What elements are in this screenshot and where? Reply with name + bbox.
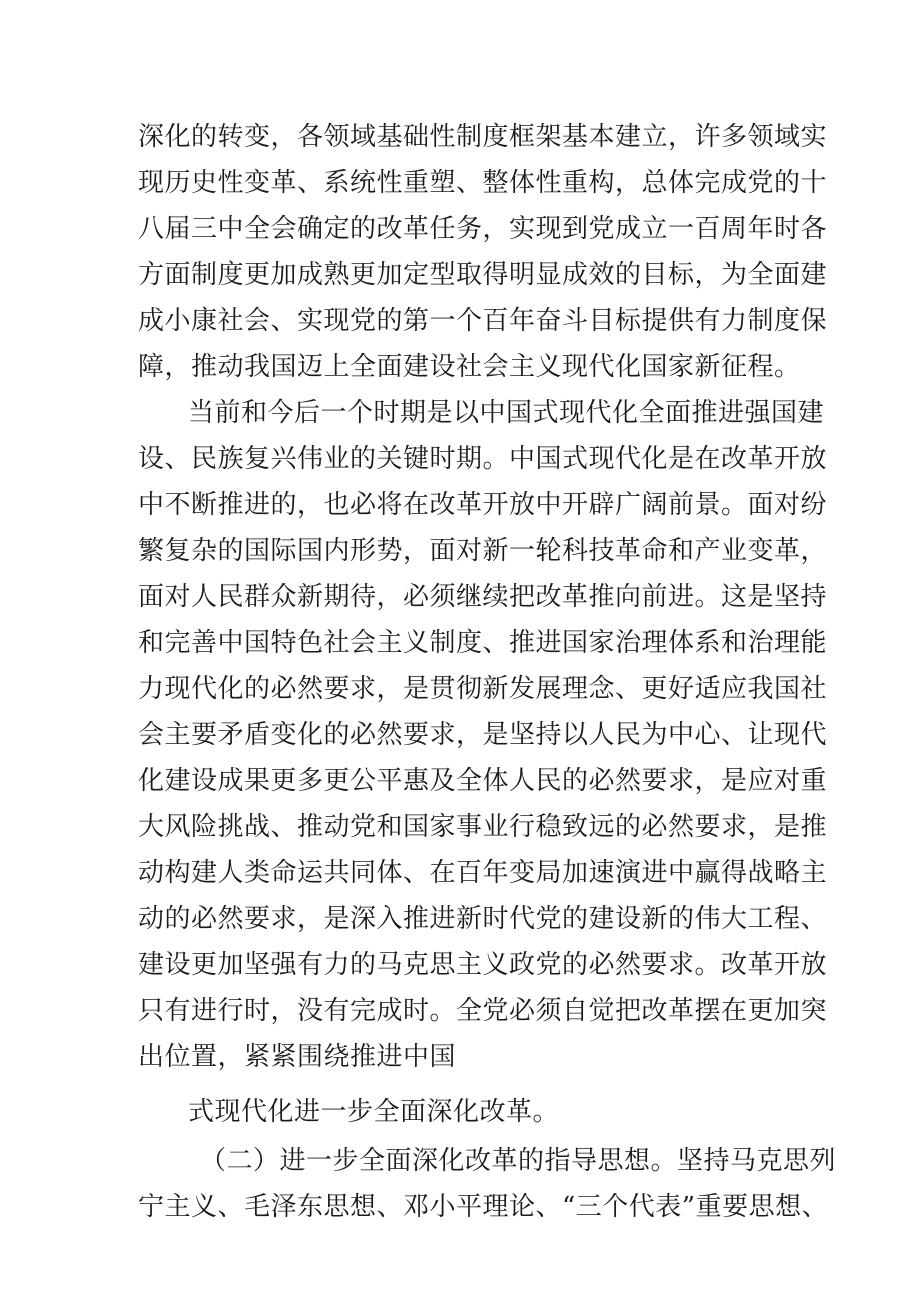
- text-line: 大风险挑战、推动党和国家事业行稳致远的必然要求，是推: [138, 812, 828, 842]
- text-line: 和完善中国特色社会主义制度、推进国家治理体系和治理能: [138, 628, 828, 658]
- text-line: 面对人民群众新期待，必须继续把改革推向前进。这是坚持: [138, 582, 828, 612]
- text-line: 八届三中全会确定的改革任务，实现到党成立一百周年时各: [138, 214, 828, 244]
- text-line: （二）进一步全面深化改革的指导思想。坚持马克思列: [200, 1146, 837, 1176]
- text-line: 中不断推进的，也必将在改革开放中开辟广阔前景。面对纷: [138, 490, 828, 520]
- text-line: 力现代化的必然要求，是贯彻新发展理念、更好适应我国社: [138, 674, 828, 704]
- text-line: 设、民族复兴伟业的关键时期。中国式现代化是在改革开放: [138, 444, 828, 474]
- text-line: 现历史性变革、系统性重塑、整体性重构，总体完成党的十: [138, 168, 828, 198]
- text-line: 宁主义、毛泽东思想、邓小平理论、“三个代表”重要思想、: [138, 1192, 829, 1222]
- text-line: 只有进行时，没有完成时。全党必须自觉把改革摆在更加突: [138, 996, 828, 1026]
- text-line: 障，推动我国迈上全面建设社会主义现代化国家新征程。: [138, 352, 801, 382]
- text-line: 建设更加坚强有力的马克思主义政党的必然要求。改革开放: [138, 950, 828, 980]
- text-line: 方面制度更加成熟更加定型取得明显成效的目标，为全面建: [138, 260, 828, 290]
- text-line: 成小康社会、实现党的第一个百年奋斗目标提供有力制度保: [138, 306, 828, 336]
- text-line: 式现代化进一步全面深化改革。: [188, 1097, 560, 1127]
- text-line: 深化的转变，各领域基础性制度框架基本建立，许多领域实: [138, 122, 828, 152]
- text-line: 出位置，紧紧围绕推进中国: [138, 1042, 457, 1072]
- text-line: 动构建人类命运共同体、在百年变局加速演进中赢得战略主: [138, 858, 828, 888]
- text-line: 动的必然要求，是深入推进新时代党的建设新的伟大工程、: [138, 904, 828, 934]
- text-line: 当前和今后一个时期是以中国式现代化全面推进强国建: [188, 398, 825, 428]
- text-line: 繁复杂的国际国内形势，面对新一轮科技革命和产业变革，: [138, 536, 828, 566]
- text-line: 会主要矛盾变化的必然要求，是坚持以人民为中心、让现代: [138, 720, 828, 750]
- text-line: 化建设成果更多更公平惠及全体人民的必然要求，是应对重: [138, 766, 828, 796]
